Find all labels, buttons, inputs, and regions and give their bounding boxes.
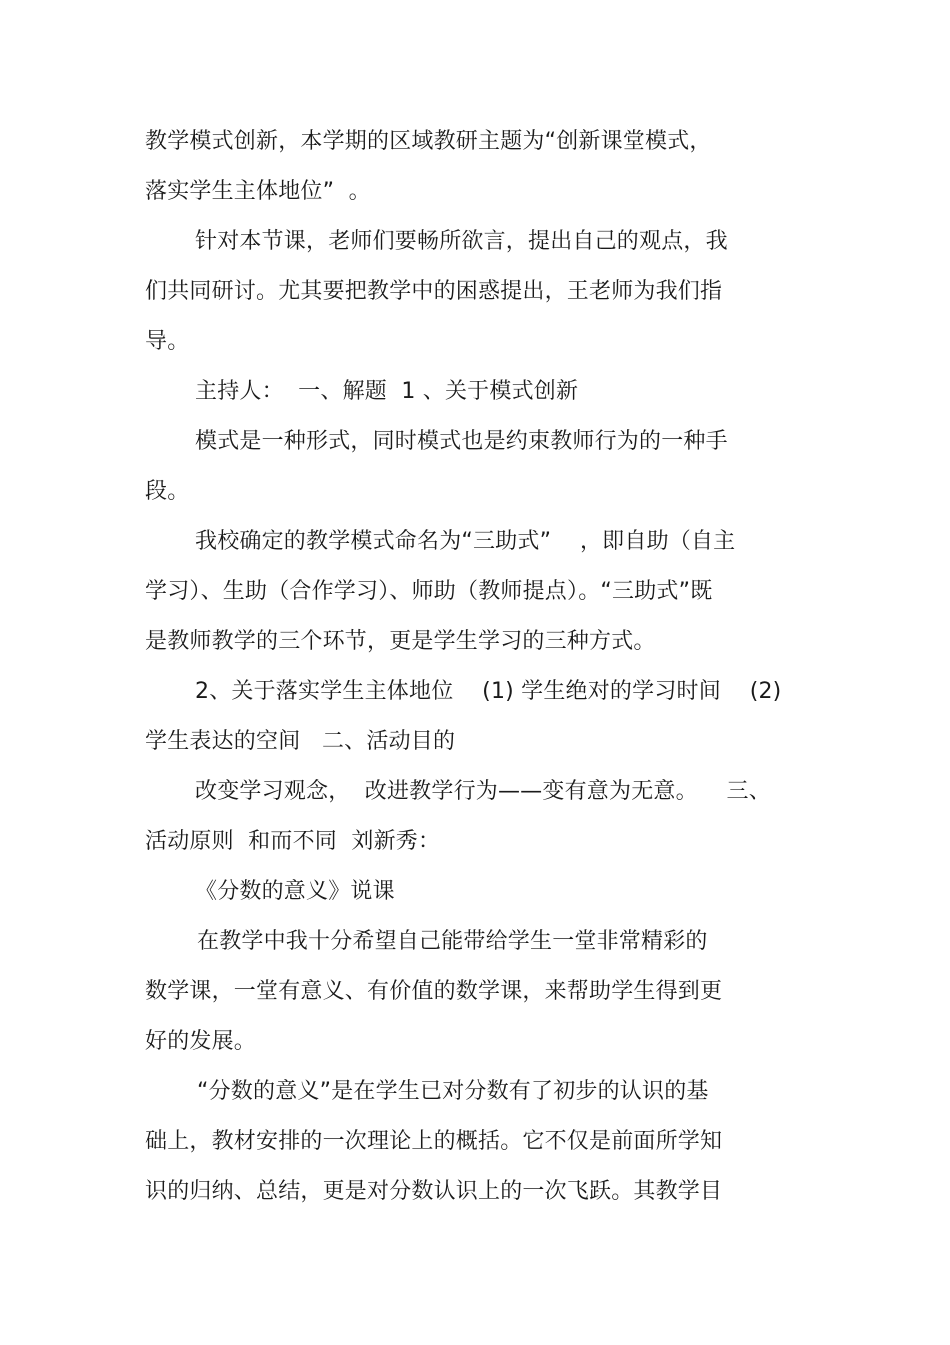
text-line-2: 落实学生主体地位” 。 [145, 179, 371, 204]
text-line-3: 针对本节课，老师们要畅所欲言，提出自己的观点，我 [195, 229, 728, 254]
text-line-11: 是教师教学的三个环节，更是学生学习的三种方式。 [145, 629, 656, 654]
text-line-5: 导。 [145, 329, 190, 354]
text-line-22: 识的归纳、总结，更是对分数认识上的一次飞跃。其教学目 [145, 1179, 723, 1204]
text-line-21: 础上，教材安排的一次理论上的概括。它不仅是前面所学知 [145, 1129, 723, 1154]
text-line-6: 主持人： 一、解题 1 、关于模式创新 [195, 379, 579, 404]
text-line-1: 教学模式创新，本学期的区域教研主题为“创新课堂模式， [145, 129, 712, 154]
text-line-17: 在教学中我十分希望自己能带给学生一堂非常精彩的 [197, 929, 708, 954]
text-line-4: 们共同研讨。尤其要把教学中的困惑提出，王老师为我们指 [145, 279, 723, 304]
text-line-14: 改变学习观念， 改进教学行为——变有意为无意。 三、 [195, 779, 771, 804]
text-line-15: 活动原则 和而不同 刘新秀： [145, 829, 441, 854]
text-line-7: 模式是一种形式，同时模式也是约束教师行为的一种手 [195, 429, 728, 454]
text-line-10: 学习）、生助（合作学习）、师助（教师提点）。“三助式”既 [145, 579, 713, 604]
text-line-13: 学生表达的空间 二、活动目的 [145, 729, 456, 754]
text-line-16: 《分数的意义》说课 [195, 879, 395, 904]
text-line-8: 段。 [145, 479, 190, 504]
text-line-9: 我校确定的教学模式命名为“三助式” ，即自助（自主 [195, 529, 736, 554]
text-line-12: 2、关于落实学生主体地位 (1) 学生绝对的学习时间 (2) [195, 679, 782, 704]
text-line-18: 数学课，一堂有意义、有价值的数学课，来帮助学生得到更 [145, 979, 723, 1004]
text-line-20: “分数的意义”是在学生已对分数有了初步的认识的基 [197, 1079, 709, 1104]
text-line-19: 好的发展。 [145, 1029, 257, 1054]
